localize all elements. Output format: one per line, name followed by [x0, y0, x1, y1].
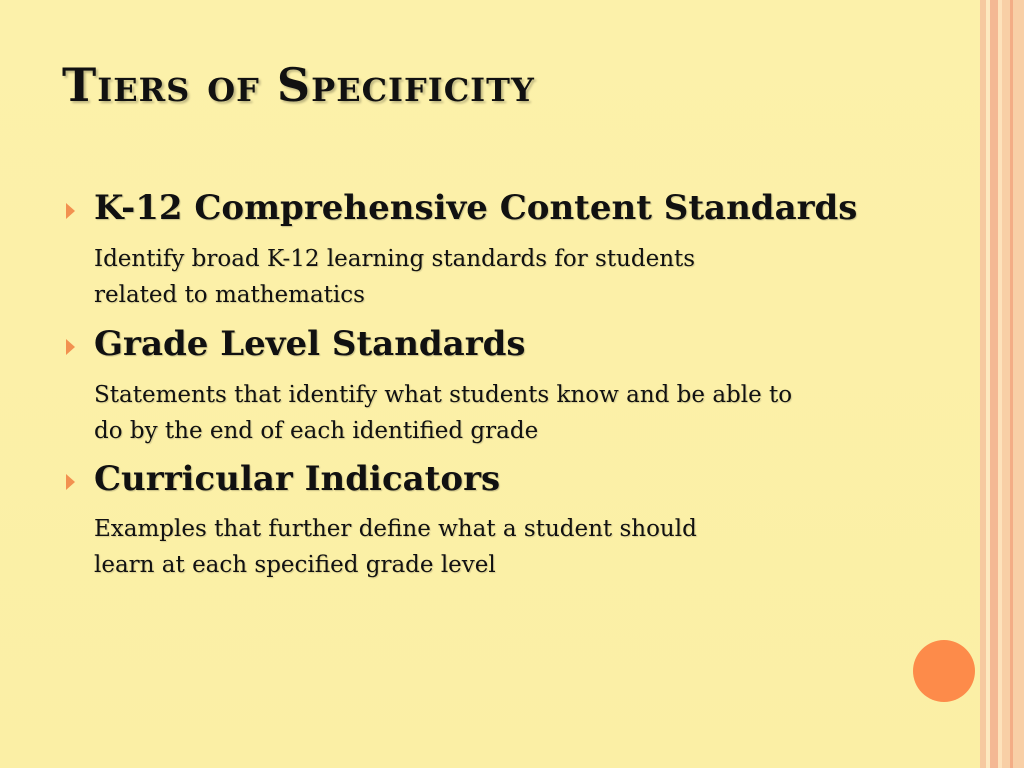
decorative-stripe [990, 0, 998, 768]
slide-title: Tiers of Specificity [62, 58, 535, 112]
triangle-bullet-icon [66, 474, 75, 490]
bullet-body-line: Examples that further define what a student should [94, 516, 697, 542]
bullet-body-curricular [94, 511, 944, 583]
decorative-stripe [1010, 0, 1013, 768]
bullet-body-line: do by the end of each identified grade [94, 418, 539, 444]
bullet-heading-comprehensive: K-12 Comprehensive Content Standards [94, 188, 858, 228]
orange-circle-decoration [913, 640, 975, 702]
triangle-bullet-icon [66, 203, 75, 219]
decorative-stripe [1002, 0, 1024, 768]
bullet-heading-grade-level: Grade Level Standards [94, 324, 526, 364]
bullet-body-grade-level [94, 377, 944, 449]
bullet-heading-curricular: Curricular Indicators [94, 459, 501, 499]
bullet-body-line: Identify broad K-12 learning standards for students [94, 246, 696, 272]
bullet-body-line: Statements that identify what students know and be able to [94, 382, 793, 408]
bullet-body-line: related to mathematics [94, 282, 365, 308]
bullet-body-comprehensive [94, 241, 944, 313]
triangle-bullet-icon [66, 339, 75, 355]
bullet-body-line: learn at each specified grade level [94, 552, 496, 578]
